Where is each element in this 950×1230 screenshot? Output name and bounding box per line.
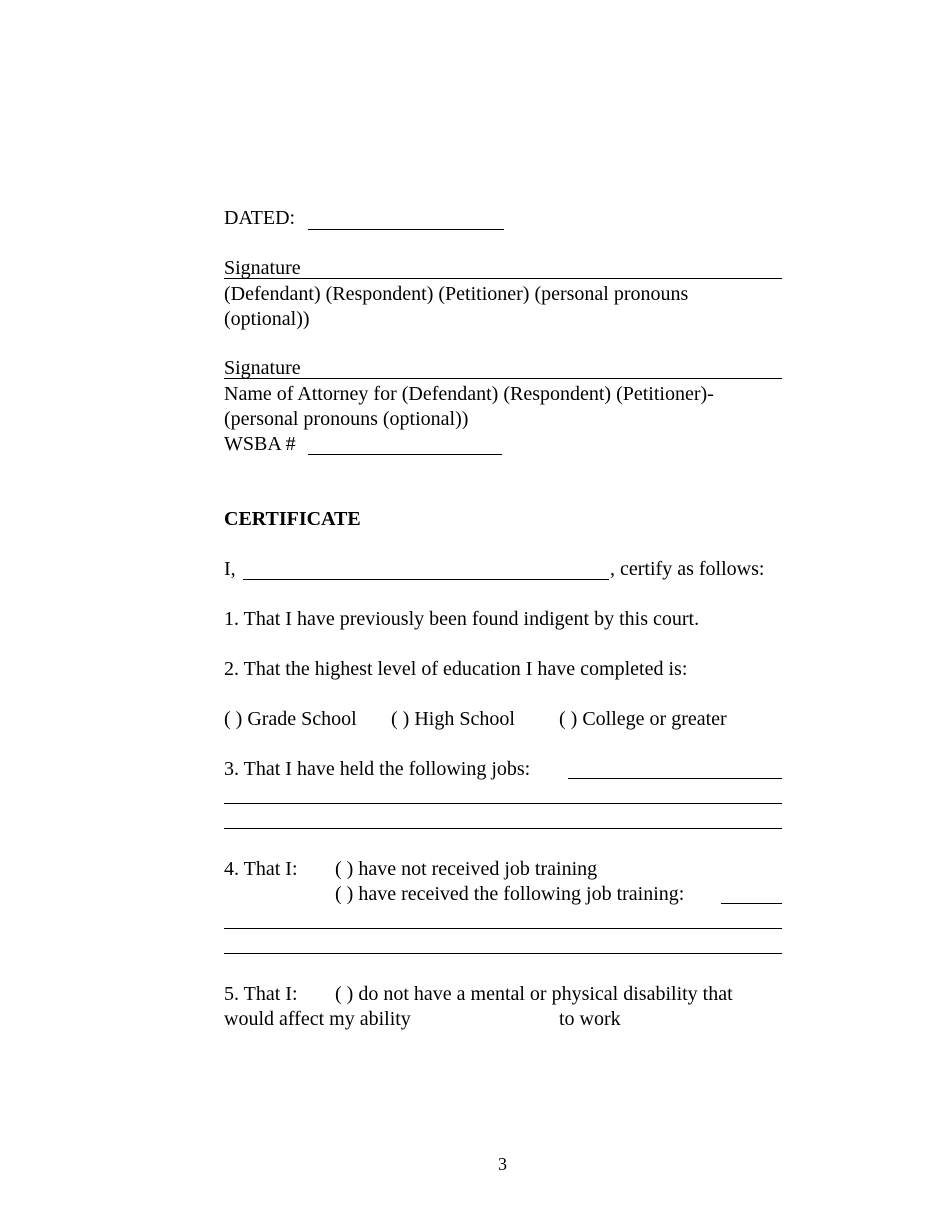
jobs-blank-line-2[interactable] <box>224 803 782 804</box>
wsba-label: WSBA # <box>224 433 296 455</box>
training-blank-line-2[interactable] <box>224 928 782 929</box>
education-option-college[interactable]: ( ) College or greater <box>559 708 727 730</box>
item-4-option-no-training[interactable]: ( ) have not received job training <box>335 858 598 880</box>
education-option-high-school[interactable]: ( ) High School <box>391 708 515 730</box>
signer-role-line-2: (optional)) <box>224 308 310 330</box>
jobs-blank-line-1[interactable] <box>568 778 782 779</box>
item-1-indigent: 1. That I have previously been found indigent by this court. <box>224 608 700 630</box>
item-4-prefix: 4. That I: <box>224 858 298 880</box>
signature-label: Signature <box>224 257 301 279</box>
item-3-jobs: 3. That I have held the following jobs: <box>224 758 531 780</box>
attorney-name-line-2: (personal pronouns (optional)) <box>224 408 469 430</box>
dated-label: DATED: <box>224 207 296 229</box>
jobs-blank-line-3[interactable] <box>224 828 782 829</box>
item-5-prefix: 5. That I: <box>224 983 298 1005</box>
item-5-continuation-b: to work <box>559 1008 621 1030</box>
training-blank-line-1[interactable] <box>721 903 782 904</box>
attorney-signature-label: Signature <box>224 357 301 379</box>
item-4-option-received-training[interactable]: ( ) have received the following job training: <box>335 883 685 905</box>
certify-intro-prefix: I, <box>224 558 236 580</box>
signer-role-line-1: (Defendant) (Respondent) (Petitioner) (personal pronouns <box>224 283 689 305</box>
wsba-blank-line[interactable] <box>308 454 502 455</box>
item-5-option-no-disability[interactable]: ( ) do not have a mental or physical disability that <box>335 983 733 1005</box>
item-2-education: 2. That the highest level of education I have completed is: <box>224 658 688 680</box>
certificate-heading: CERTIFICATE <box>224 508 361 530</box>
page-number: 3 <box>498 1154 507 1174</box>
attorney-signature-line[interactable] <box>224 378 782 379</box>
certify-intro-suffix: , certify as follows: <box>610 558 765 580</box>
item-5-continuation-a: would affect my ability <box>224 1008 411 1030</box>
attorney-name-line-1: Name of Attorney for (Defendant) (Respondent) (Petitioner)- <box>224 383 714 405</box>
training-blank-line-3[interactable] <box>224 953 782 954</box>
certifier-name-blank[interactable] <box>243 579 609 580</box>
signature-line[interactable] <box>224 278 782 279</box>
education-option-grade-school[interactable]: ( ) Grade School <box>224 708 357 730</box>
dated-blank-line[interactable] <box>308 229 504 230</box>
